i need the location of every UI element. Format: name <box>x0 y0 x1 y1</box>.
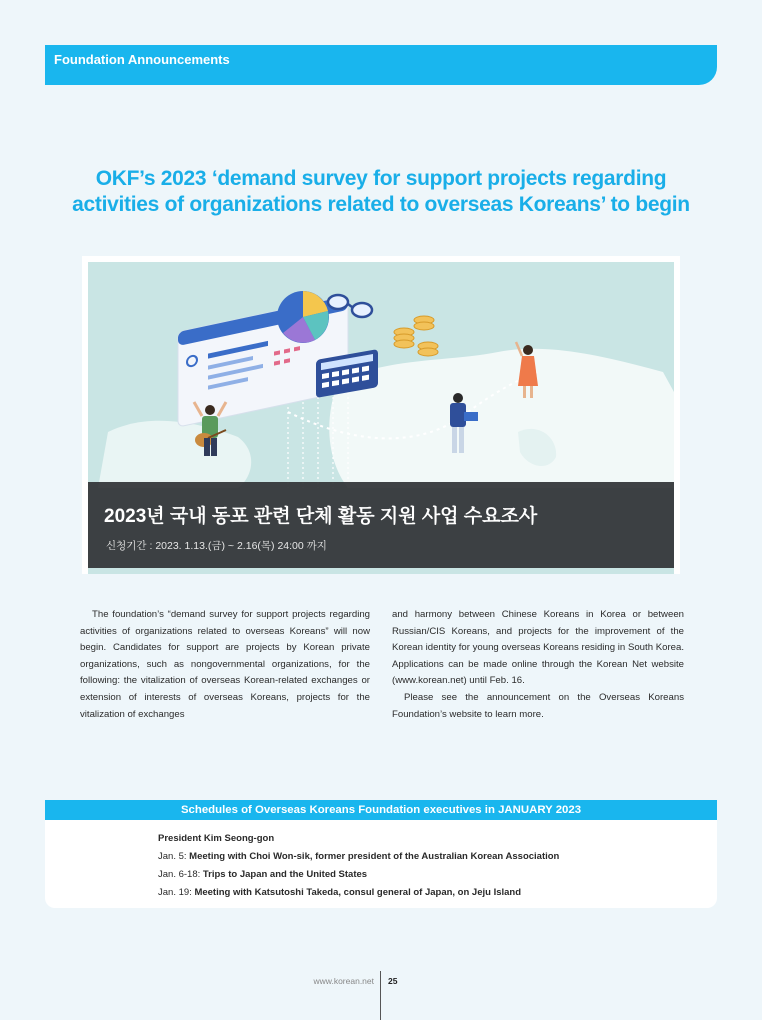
caption-date: 신청기간 : 2023. 1.13.(금) ~ 2.16(목) 24:00 까지 <box>106 540 327 552</box>
footer-divider <box>380 971 381 1020</box>
section-label: Foundation Announcements <box>54 52 230 67</box>
article-illustration <box>82 256 680 574</box>
headline-line-1: OKF’s 2023 ‘demand survey for support projects regarding <box>95 167 667 190</box>
schedule-heading: Schedules of Overseas Koreans Foundation executives in JANUARY 2023 <box>45 800 717 820</box>
schedule-entry <box>158 866 559 884</box>
executive-schedule-box <box>45 800 717 908</box>
article-paragraph: Please see the announcement on the Overseas Koreans Foundation’s website to learn more. <box>392 691 684 720</box>
schedule-entry <box>158 884 559 902</box>
article-paragraph-continued: and harmony between Chinese Koreans in Korea or between Russian/CIS Koreans, and projects for the improvement of the Korean identity for young overseas Koreans residing in South Korea. Applications can be made online through the Korean Net website (www.korean.net) until Feb. 16. <box>392 609 684 687</box>
section-header-bar <box>45 45 717 85</box>
schedule-entry <box>158 848 559 866</box>
schedule-list <box>158 830 559 902</box>
page-number: 25 <box>388 976 398 986</box>
footer-url: www.korean.net <box>313 976 374 986</box>
headline-line-2: activities of organizations related to overseas Koreans’ to begin <box>72 193 690 216</box>
schedule-text: Meeting with Choi Won-sik, former president of the Australian Korean Association <box>189 851 560 862</box>
article-paragraph: The foundation’s “demand survey for support projects regarding activities of organizations related to overseas Koreans” will now begin. Candidates for support are projects by Korean private organizations, such as nongovernmental organizations, for the following: the vitalization of overseas Korean-related exchanges or extension of interests of overseas Koreans, projects for the vitalization of exchanges <box>80 609 370 720</box>
article-headline <box>30 166 732 218</box>
schedule-date: Jan. 5: <box>158 851 190 862</box>
article-column-right <box>392 607 684 723</box>
schedule-text: Trips to Japan and the United States <box>202 869 368 880</box>
schedule-person: President Kim Seong-gon <box>158 833 275 844</box>
article-column-left <box>80 607 370 723</box>
caption-title: 2023년 국내 동포 관련 단체 활동 지원 사업 수요조사 <box>104 506 538 527</box>
schedule-date: Jan. 19: <box>158 887 195 898</box>
schedule-date: Jan. 6-18: <box>158 869 203 880</box>
schedule-text: Meeting with Katsutoshi Takeda, consul general of Japan, on Jeju Island <box>194 887 522 898</box>
illustration-caption <box>88 482 674 568</box>
